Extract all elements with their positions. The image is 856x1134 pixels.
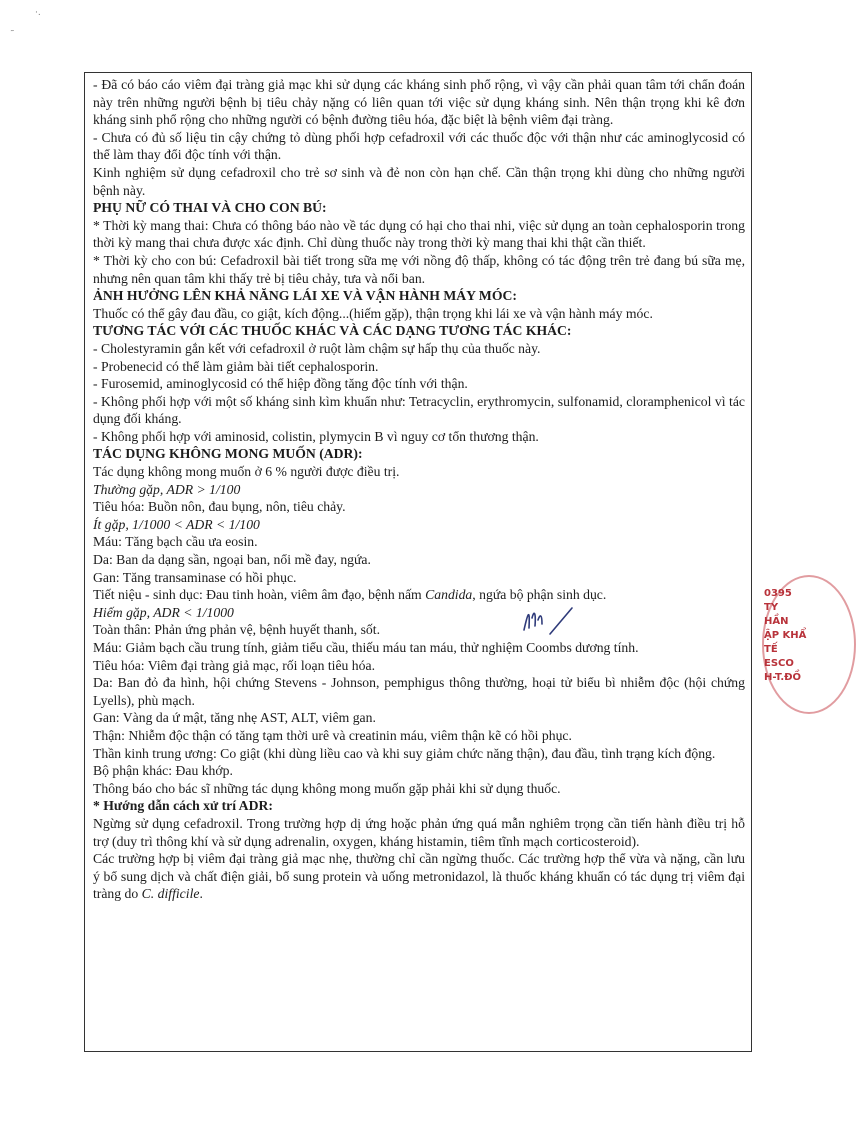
paragraph: - Không phối hợp với một số kháng sinh kìm khuẩn như: Tetracyclin, erythromycin, sulfonamid, cloramphenicol vì tác dụng đối kháng. <box>93 393 745 427</box>
paragraph: * Thời kỳ mang thai: Chưa có thông báo nào về tác dụng có hại cho thai nhi, việc sử dụng an toàn cephalosporin trong thời kỳ mang thai chưa được xác định. Chỉ dùng thuốc này trong thời kỳ mang thai khi thật cần thiết. <box>93 217 745 251</box>
subsection-heading: * Hướng dẫn cách xử trí ADR: <box>93 798 273 814</box>
section-heading: PHỤ NỮ CÓ THAI VÀ CHO CON BÚ: <box>93 200 327 216</box>
paragraph: Máu: Giảm bạch cầu trung tính, giảm tiểu cầu, thiếu máu tan máu, thử nghiệm Coombs dương tính. <box>93 640 639 655</box>
signature <box>520 600 580 640</box>
italic-term: C. difficile <box>141 886 200 902</box>
paragraph: - Cholestyramin gắn kết với cefadroxil ở ruột làm chậm sự hấp thụ của thuốc này. <box>93 340 541 356</box>
document-body <box>84 72 752 1052</box>
paragraph: Gan: Tăng transaminase có hồi phục. <box>93 569 297 585</box>
paragraph: Thông báo cho bác sĩ những tác dụng không mong muốn gặp phải khi sử dụng thuốc. <box>93 780 561 796</box>
section-heading: ẢNH HƯỞNG LÊN KHẢ NĂNG LÁI XE VÀ VẬN HÀNH MÁY MÓC: <box>93 288 517 304</box>
frequency-heading: Thường gặp, ADR > 1/100 <box>93 481 241 497</box>
paragraph: Toàn thân: Phản ứng phản vệ, bệnh huyết thanh, sốt. <box>93 622 381 638</box>
paragraph: - Furosemid, aminoglycosid có thể hiệp đồng tăng độc tính với thận. <box>93 376 468 392</box>
frequency-heading: Ít gặp, 1/1000 < ADR < 1/100 <box>93 516 260 532</box>
paragraph: Tiết niệu - sinh dục: Đau tinh hoàn, viêm âm đạo, bệnh nấm Candida, ngứa bộ phận sinh dục. <box>93 587 607 603</box>
paragraph: Kinh nghiệm sử dụng cefadroxil cho trẻ sơ sinh và đẻ non còn hạn chế. Cần thận trọng khi dùng cho những người bệnh này. <box>93 164 745 198</box>
paragraph: Da: Ban đỏ đa hình, hội chứng Stevens - Johnson, pemphigus thông thường, hoại tử biểu bì nhiễm độc (hội chứng Lyells), phù mạch. <box>93 675 745 708</box>
paragraph: * Thời kỳ cho con bú: Cefadroxil bài tiết trong sữa mẹ với nồng độ thấp, không có tác động trên trẻ đang bú sữa mẹ, nhưng nên quan tâm khi thấy trẻ bị tiêu chảy, tưa và nổi ban. <box>93 252 745 286</box>
paragraph: Các trường hợp bị viêm đại tràng giả mạc nhẹ, thường chỉ cần ngừng thuốc. Các trường hợp thể vừa và nặng, cần lưu ý bổ sung dịch và chất điện giải, bổ sung protein và uống metronidazol, là thuốc kháng khuẩn có tác dụng trị viêm đại tràng do C. difficile. <box>93 851 745 902</box>
paragraph: Tác dụng không mong muốn ở 6 % người được điều trị. <box>93 464 400 480</box>
section-heading: TÁC DỤNG KHÔNG MONG MUỐN (ADR): <box>93 446 363 462</box>
paragraph: Da: Ban da dạng sần, ngoại ban, nổi mề đay, ngứa. <box>93 552 371 568</box>
paragraph: - Không phối hợp với aminosid, colistin, plymycin B vì nguy cơ tổn thương thận. <box>93 428 539 444</box>
paragraph: Tiêu hóa: Viêm đại tràng giả mạc, rối loạn tiêu hóa. <box>93 657 375 673</box>
paragraph: Thần kinh trung ương: Co giật (khi dùng liều cao và khi suy giảm chức năng thận), đau đầu, tình trạng kích động. <box>93 745 716 761</box>
paragraph: Gan: Vàng da ứ mật, tăng nhẹ AST, ALT, viêm gan. <box>93 710 376 726</box>
paragraph: - Probenecid có thể làm giảm bài tiết cephalosporin. <box>93 358 379 374</box>
paragraph: - Đã có báo cáo viêm đại tràng giả mạc khi sử dụng các kháng sinh phổ rộng, vì vậy cần phải quan tâm tới chẩn đoán này trên những người bệnh bị tiêu chảy nặng có liên quan tới việc sử dụng kháng sinh. Nên thận trọng khi kê đơn kháng sinh phổ rộng cho những người có bệnh đường tiêu hóa, đặc biệt là bệnh viêm đại tràng. <box>93 77 745 128</box>
paragraph: Thuốc có thể gây đau đầu, co giật, kích động...(hiếm gặp), thận trọng khi lái xe và vận hành máy móc. <box>93 305 653 321</box>
stamp-text: 0395 TY HẦN ẬP KHẨ TẾ ESCO H-T.ĐỒ <box>764 588 807 683</box>
paragraph: Ngừng sử dụng cefadroxil. Trong trường hợp dị ứng hoặc phản ứng quá mẫn nghiêm trọng cần tiến hành điều trị hỗ trợ (duy trì thông khí và sử dụng adrenalin, oxygen, kháng histamin, tiêm tĩnh mạch corticosteroid). <box>93 815 745 849</box>
paragraph: Tiêu hóa: Buồn nôn, đau bụng, nôn, tiêu chảy. <box>93 499 346 515</box>
paragraph: Bộ phận khác: Đau khớp. <box>93 763 233 779</box>
section-heading: TƯƠNG TÁC VỚI CÁC THUỐC KHÁC VÀ CÁC DẠNG TƯƠNG TÁC KHÁC: <box>93 323 572 339</box>
scan-speck: ˜ <box>10 30 15 40</box>
frequency-heading: Hiếm gặp, ADR < 1/1000 <box>93 604 234 620</box>
paragraph: Thận: Nhiễm độc thận có tăng tạm thời urê và creatinin máu, viêm thận kẽ có hồi phục. <box>93 727 572 743</box>
paragraph: Máu: Tăng bạch cầu ưa eosin. <box>93 534 258 550</box>
paragraph: - Chưa có đủ số liệu tin cậy chứng tỏ dùng phối hợp cefadroxil với các thuốc độc với thận như các aminoglycosid có thể làm thay đổi độc tính với thận. <box>93 129 745 163</box>
company-stamp <box>752 575 812 710</box>
scan-speck: ·. <box>35 8 41 18</box>
italic-term: Candida <box>425 587 473 603</box>
